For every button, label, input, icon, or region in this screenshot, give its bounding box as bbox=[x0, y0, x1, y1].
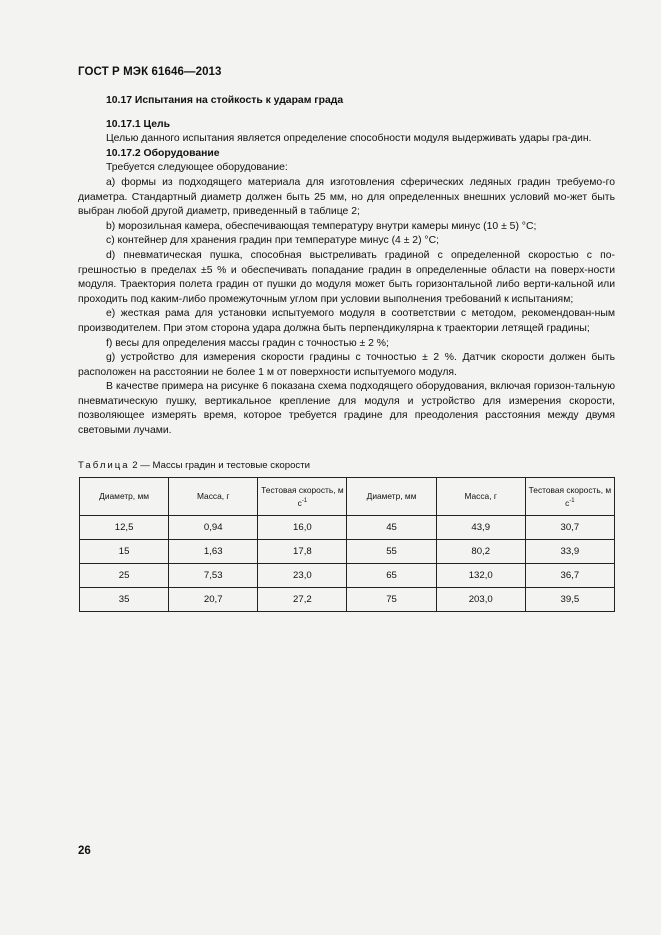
table-cell: 75 bbox=[347, 588, 436, 612]
table-cell: 25 bbox=[80, 564, 169, 588]
table-caption-text: 2 — Массы градин и тестовые скорости bbox=[132, 460, 310, 471]
document-header: ГОСТ Р МЭК 61646—2013 bbox=[78, 66, 222, 78]
table-cell: 36,7 bbox=[525, 564, 614, 588]
section-title: 10.17 Испытания на стойкость к ударам града bbox=[106, 95, 344, 106]
col-header-mass-1: Масса, г bbox=[169, 478, 258, 516]
table-cell: 27,2 bbox=[258, 588, 347, 612]
table-cell: 7,53 bbox=[169, 564, 258, 588]
equipment-item-e: e) жесткая рама для установки испытуемого модуля в соответствии с методом, рекомендован-ным производителем. При этом сторона удара должна быть перпендикулярна к траектории летящей градины; bbox=[78, 308, 615, 334]
table-cell: 20,7 bbox=[169, 588, 258, 612]
equipment-item-f: f) весы для определения массы градин с точностью ± 2 %; bbox=[106, 337, 389, 349]
closing-paragraph: В качестве примера на рисунке 6 показана схема подходящего оборудования, включая горизон-тальную пневматическую пушку, вертикальное крепление для модуля и устройство для измерения скорости, позволяющее измерять время, которое требуется градине для преодоления расстояния между двумя световыми лучами. bbox=[78, 381, 615, 437]
table-cell: 23,0 bbox=[258, 564, 347, 588]
table-cell: 1,63 bbox=[169, 540, 258, 564]
table-cell: 65 bbox=[347, 564, 436, 588]
table-cell: 39,5 bbox=[525, 588, 614, 612]
col-header-speed-1: Тестовая скорость, м $с^{-1}$ bbox=[258, 478, 347, 516]
hail-mass-table bbox=[79, 477, 615, 612]
table-cell: 0,94 bbox=[169, 516, 258, 540]
col-header-diameter-2: Диаметр, мм bbox=[347, 478, 436, 516]
equipment-intro: Требуется следующее оборудование: bbox=[106, 162, 288, 174]
goal-text: Целью данного испытания является определение способности модуля выдерживать удары гра-дин. bbox=[106, 133, 592, 145]
table-cell: 132,0 bbox=[436, 564, 525, 588]
table-cell: 17,8 bbox=[258, 540, 347, 564]
equipment-item-c: c) контейнер для хранения градин при температуре минус (4 ± 2) °С; bbox=[106, 235, 439, 247]
table-cell: 55 bbox=[347, 540, 436, 564]
equipment-item-g: g) устройство для измерения скорости градины с точностью ± 2 %. Датчик скорости должен быть расположен на расстоянии не более 1 м от поверхности испытуемого модуля. bbox=[78, 352, 615, 378]
page-number: 26 bbox=[78, 845, 91, 857]
table-caption-prefix: Таблица bbox=[78, 460, 130, 471]
table-row bbox=[80, 516, 615, 540]
goal-heading: 10.17.1 Цель bbox=[106, 118, 171, 130]
equipment-item-d: d) пневматическая пушка, способная выстреливать градиной с определенной скоростью с по-грешностью в пределах ±5 % и обеспечивать попадание градин в определенные области на поверх-ности модуля. Траектория полета градин от пушки до модуля может быть горизонтальной либо верти-кальной или проходить под каким-либо промежуточным углом при условии выполнения требований к испытаниям; bbox=[78, 249, 615, 305]
equipment-heading: 10.17.2 Оборудование bbox=[106, 147, 220, 159]
table-cell: 35 bbox=[80, 588, 169, 612]
table-cell: 15 bbox=[80, 540, 169, 564]
table-cell: 45 bbox=[347, 516, 436, 540]
table-cell: 203,0 bbox=[436, 588, 525, 612]
table-cell: 43,9 bbox=[436, 516, 525, 540]
table-header-row bbox=[80, 478, 615, 516]
table-cell: 80,2 bbox=[436, 540, 525, 564]
table-row bbox=[80, 588, 615, 612]
equipment-item-b: b) морозильная камера, обеспечивающая температуру внутри камеры минус (10 ± 5) °С; bbox=[106, 220, 537, 232]
table-cell: 16,0 bbox=[258, 516, 347, 540]
col-header-mass-2: Масса, г bbox=[436, 478, 525, 516]
table-caption bbox=[78, 460, 310, 471]
table-cell: 30,7 bbox=[525, 516, 614, 540]
col-header-speed-2: Тестовая скорость, м $с^{-1}$ bbox=[525, 478, 614, 516]
equipment-item-a: a) формы из подходящего материала для изготовления сферических ледяных градин требуемо-го диаметра. Стандартный диаметр должен быть 25 мм, но для определенных внешних условий мо-жет быть выбран любой другой диаметр, приведенный в таблице 2; bbox=[78, 176, 615, 218]
table-row bbox=[80, 540, 615, 564]
col-header-diameter-1: Диаметр, мм bbox=[80, 478, 169, 516]
table-cell: 33,9 bbox=[525, 540, 614, 564]
table-cell: 12,5 bbox=[80, 516, 169, 540]
section-content bbox=[78, 94, 615, 439]
table-row bbox=[80, 564, 615, 588]
